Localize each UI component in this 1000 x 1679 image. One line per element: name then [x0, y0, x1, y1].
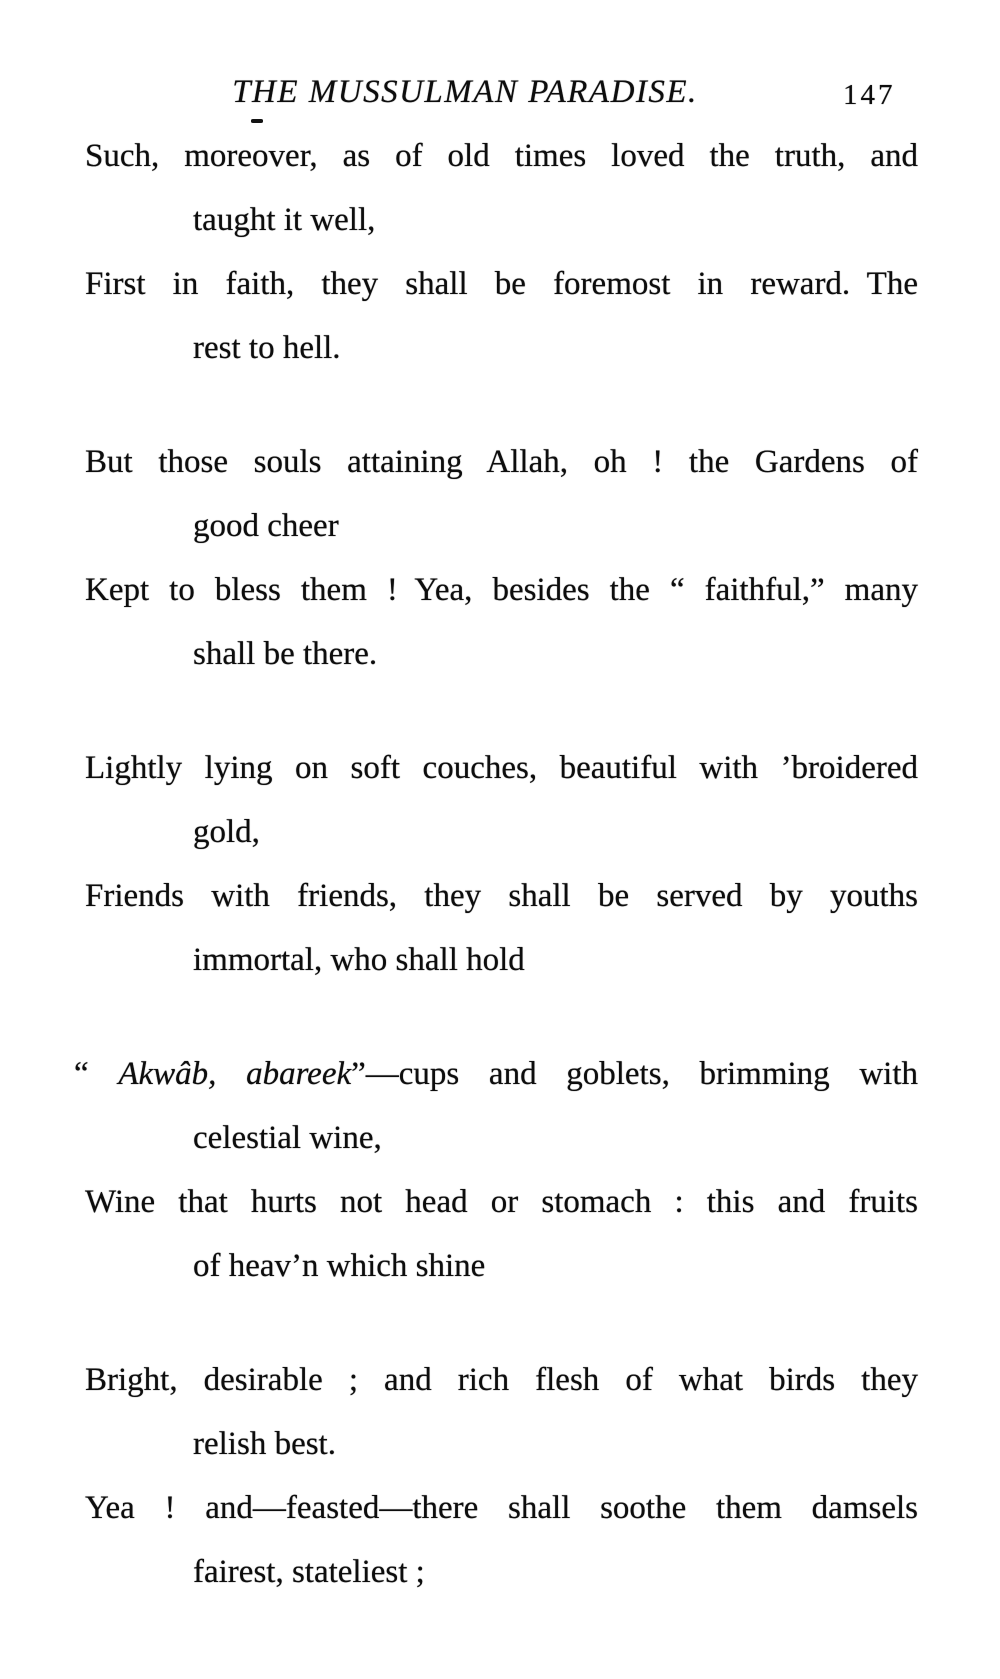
page-number: 147 — [843, 79, 896, 111]
poem-line: Bright, desirable ; and rich flesh of what birds they — [85, 1362, 918, 1398]
poem-line — [74, 1042, 918, 1106]
arabic-phrase-italic: Akwâb, abareek — [118, 1056, 352, 1092]
poem-line: relish best. — [193, 1426, 336, 1462]
poem-line: rest to hell. — [193, 330, 341, 366]
stanza-5 — [85, 1348, 918, 1604]
poem-line: Yea ! and—feasted—there shall soothe them damsels — [85, 1490, 918, 1526]
poem-line: taught it well, — [193, 202, 376, 238]
poem-line: Kept to bless them ! Yea, besides the “ faithful,” many — [85, 572, 918, 608]
poem-line: immortal, who shall hold — [193, 942, 525, 978]
poem-line: shall be there. — [193, 636, 378, 672]
poem-line: Wine that hurts not head or stomach : this and fruits — [85, 1184, 918, 1220]
poem-line: celestial wine, — [193, 1120, 382, 1156]
poem-line: good cheer — [193, 508, 339, 544]
running-title: THE MUSSULMAN PARADISE. — [232, 74, 698, 110]
poem-line: Friends with friends, they shall be served by youths — [85, 878, 918, 914]
poem-line: of heav’n which shine — [193, 1248, 486, 1284]
poem-text — [74, 124, 918, 1604]
stanza-4 — [74, 1042, 918, 1298]
stanza-3 — [85, 736, 918, 992]
poem-line: fairest, stateliest ; — [193, 1554, 425, 1590]
stanza-2 — [85, 430, 918, 686]
poem-line: Lightly lying on soft couches, beautiful with ’broidered — [85, 750, 918, 786]
poem-line: gold, — [193, 814, 260, 850]
poem-line: But those souls attaining Allah, oh ! the Gardens of — [85, 444, 918, 480]
open-quote: “ — [74, 1056, 119, 1092]
poem-line: First in faith, they shall be foremost in reward. The — [85, 266, 918, 302]
line-remainder: ”—cups and goblets, brimming with — [351, 1056, 918, 1092]
ink-smudge-mark — [251, 119, 263, 123]
stanza-1 — [85, 124, 918, 380]
poem-line: Such, moreover, as of old times loved the truth, and — [85, 138, 918, 174]
running-head — [0, 74, 1000, 120]
